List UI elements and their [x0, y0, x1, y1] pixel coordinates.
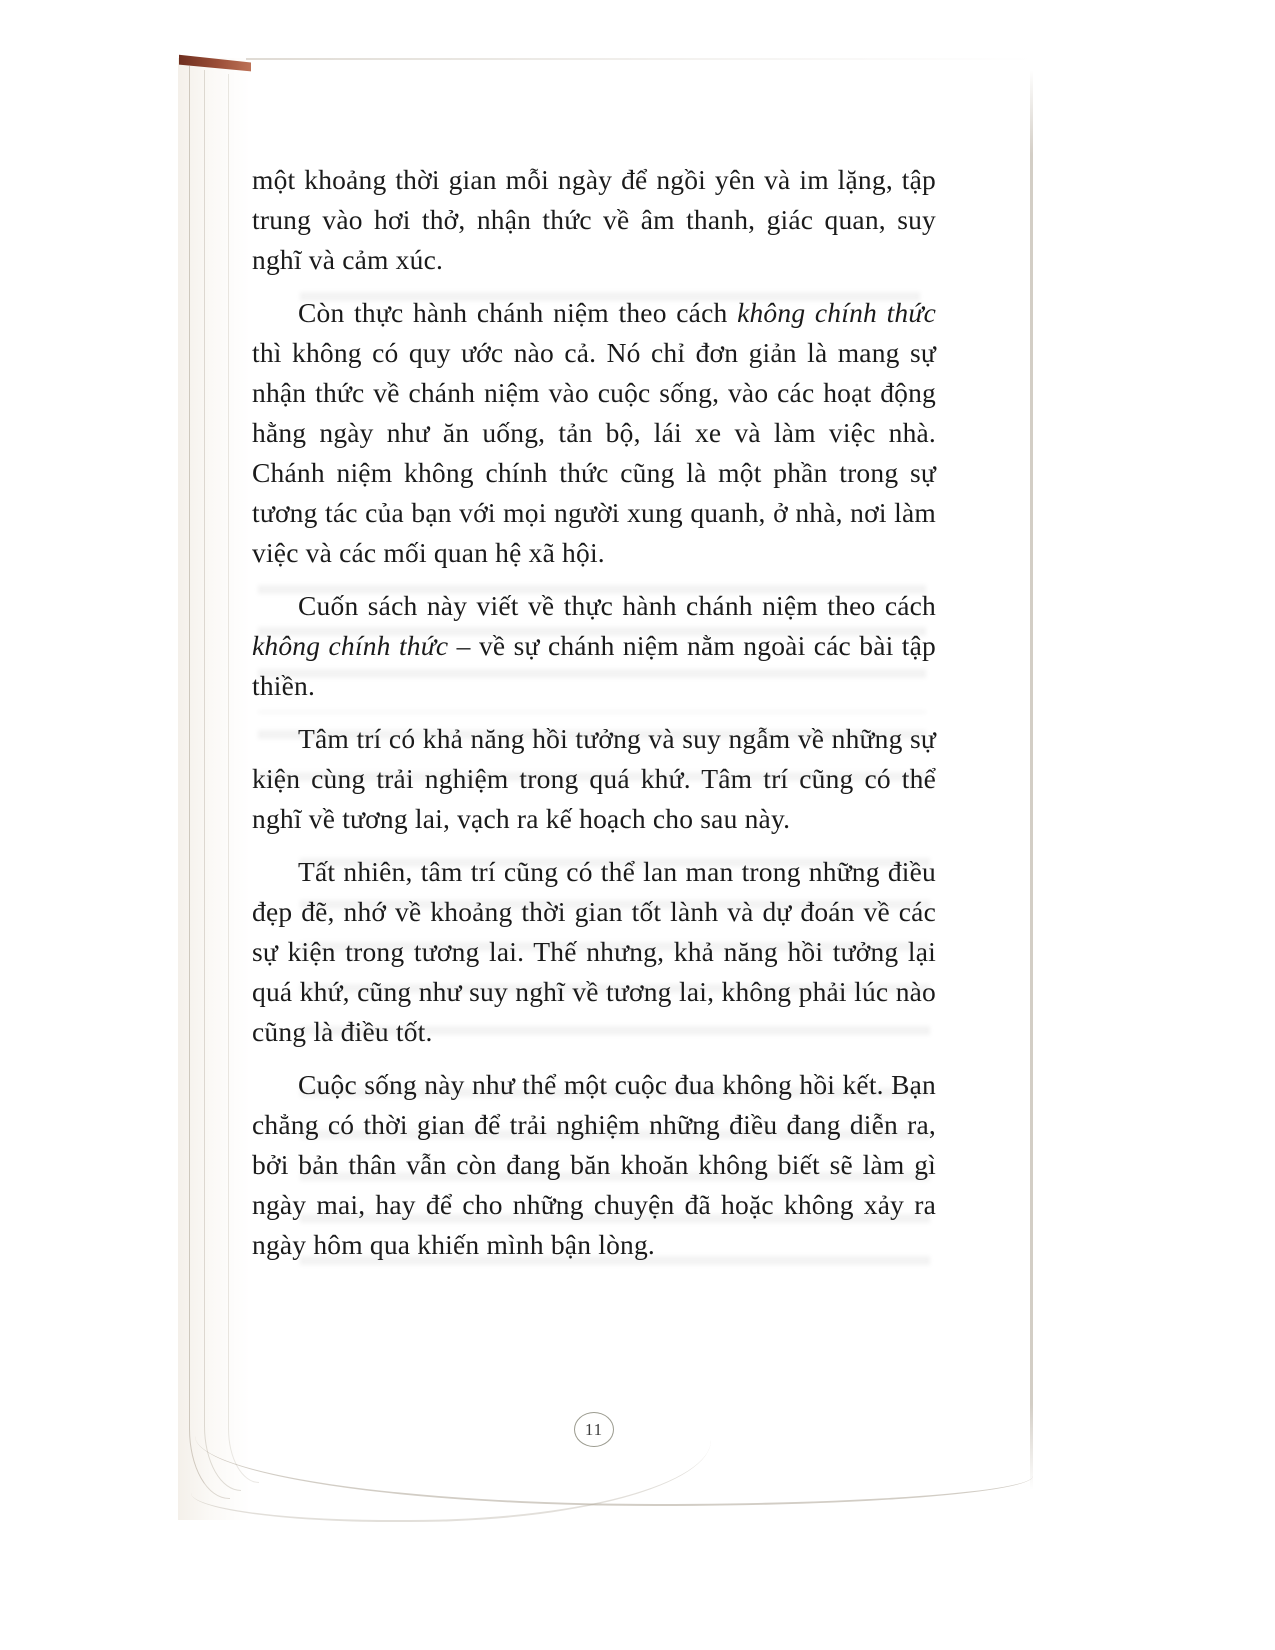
page-number: 11 — [584, 1419, 604, 1439]
italic-text-run: không chính thức — [737, 297, 936, 328]
text-run: – về sự chánh niệm nằm ngoài các bài tập thiền. — [252, 630, 936, 701]
paragraph — [252, 719, 936, 839]
paragraph — [252, 1065, 936, 1265]
text-run: Cuộc sống này như thể một cuộc đua không hồi kết. Bạn chẳng có thời gian để trải nghiệm những điều đang diễn ra, bởi bản thân vẫn còn đang băn khoăn không biết sẽ làm gì ngày mai, hay để cho những chuyện đã hoặc không xảy ra ngày hôm qua khiến mình bận lòng. — [252, 1069, 936, 1260]
paragraph — [252, 160, 936, 280]
text-run: một khoảng thời gian mỗi ngày để ngồi yên và im lặng, tập trung vào hơi thở, nhận thức về âm thanh, giác quan, suy nghĩ và cảm xúc. — [252, 164, 936, 275]
page-bottom-edge — [191, 1440, 711, 1522]
paragraph — [252, 293, 936, 573]
page-right-edge — [1030, 70, 1033, 1490]
text-run: Còn thực hành chánh niệm theo cách — [298, 297, 738, 328]
page-top-edge — [246, 58, 1034, 60]
italic-text-run: không chính thức — [252, 630, 449, 661]
page-text — [252, 160, 936, 1265]
paragraph — [252, 852, 936, 1052]
page-number-badge — [574, 1412, 614, 1447]
text-run: Cuốn sách này viết về thực hành chánh niệm theo cách — [298, 590, 936, 621]
text-run: Tâm trí có khả năng hồi tưởng và suy ngẫm về những sự kiện cùng trải nghiệm trong quá khứ. Tâm trí cũng có thể nghĩ về tương lai, vạch ra kế hoạch cho sau này. — [252, 723, 936, 834]
text-run: Tất nhiên, tâm trí cũng có thể lan man trong những điều đẹp đẽ, nhớ về khoảng thời gian tốt lành và dự đoán về các sự kiện trong tương lai. Thế nhưng, khả năng hồi tưởng lại quá khứ, cũng như suy nghĩ về tương lai, không phải lúc nào cũng là điều tốt. — [252, 856, 936, 1047]
text-run: thì không có quy ước nào cả. Nó chỉ đơn giản là mang sự nhận thức về chánh niệm vào cuộc sống, vào các hoạt động hằng ngày như ăn uống, tản bộ, lái xe và làm việc nhà. Chánh niệm không chính thức cũng là một phần trong sự tương tác của bạn với mọi người xung quanh, ở nhà, nơi làm việc và các mối quan hệ xã hội. — [252, 337, 936, 568]
page-number-wrap — [252, 1412, 936, 1447]
paragraph — [252, 586, 936, 706]
